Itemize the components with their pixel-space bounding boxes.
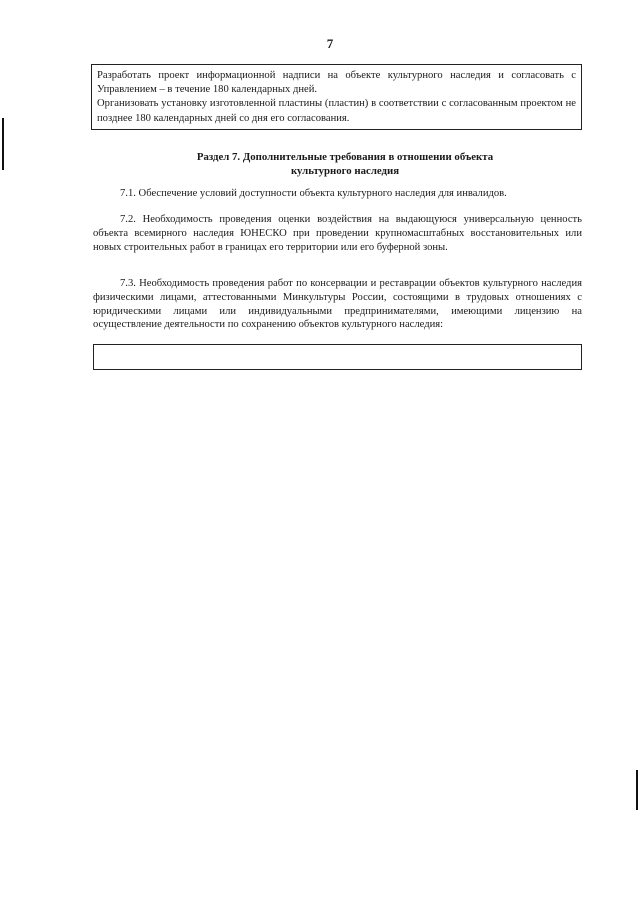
scan-margin-mark-right	[636, 770, 638, 810]
section-title-line-1: Раздел 7. Дополнительные требования в отношении объекта	[196, 151, 494, 163]
restoration-requirement-box	[93, 344, 582, 370]
section-7-heading	[160, 150, 530, 178]
paragraph-7-2: 7.2. Необходимость проведения оценки воздействия на выдающуюся универсальную ценность объекта всемирного наследия ЮНЕСКО при проведении крупномасштабных восстановительных или новых строительных работ в границах его территории или его буферной зоны.	[93, 214, 582, 253]
paragraph-7-1: 7.1. Обеспечение условий доступности объекта культурного наследия для инвалидов.	[120, 188, 507, 199]
section-title-line-2: культурного наследия	[290, 165, 400, 177]
info-plate-installation-text: Организовать установку изготовленной пластины (пластин) в соответствии с согласованным проектом не позднее 180 календарных дней со дня его согласования.	[97, 98, 576, 124]
paragraph-7-3: 7.3. Необходимость проведения работ по консервации и реставрации объектов культурного наследия физическими лицами, аттестованными Минкультуры России, состоящими в трудовых отношениях с юридическими лицами или индивидуальными предпринимателями, имеющими лицензию на осуществление деятельности по сохранению объектов культурного наследия:	[93, 278, 582, 331]
page-number: 7	[326, 36, 334, 51]
info-plate-requirements-box	[91, 64, 582, 130]
info-plate-design-text: Разработать проект информационной надписи на объекте культурного наследия и согласовать с Управлением – в течение 180 календарных дней.	[97, 70, 576, 96]
scan-margin-mark-left	[2, 118, 4, 170]
